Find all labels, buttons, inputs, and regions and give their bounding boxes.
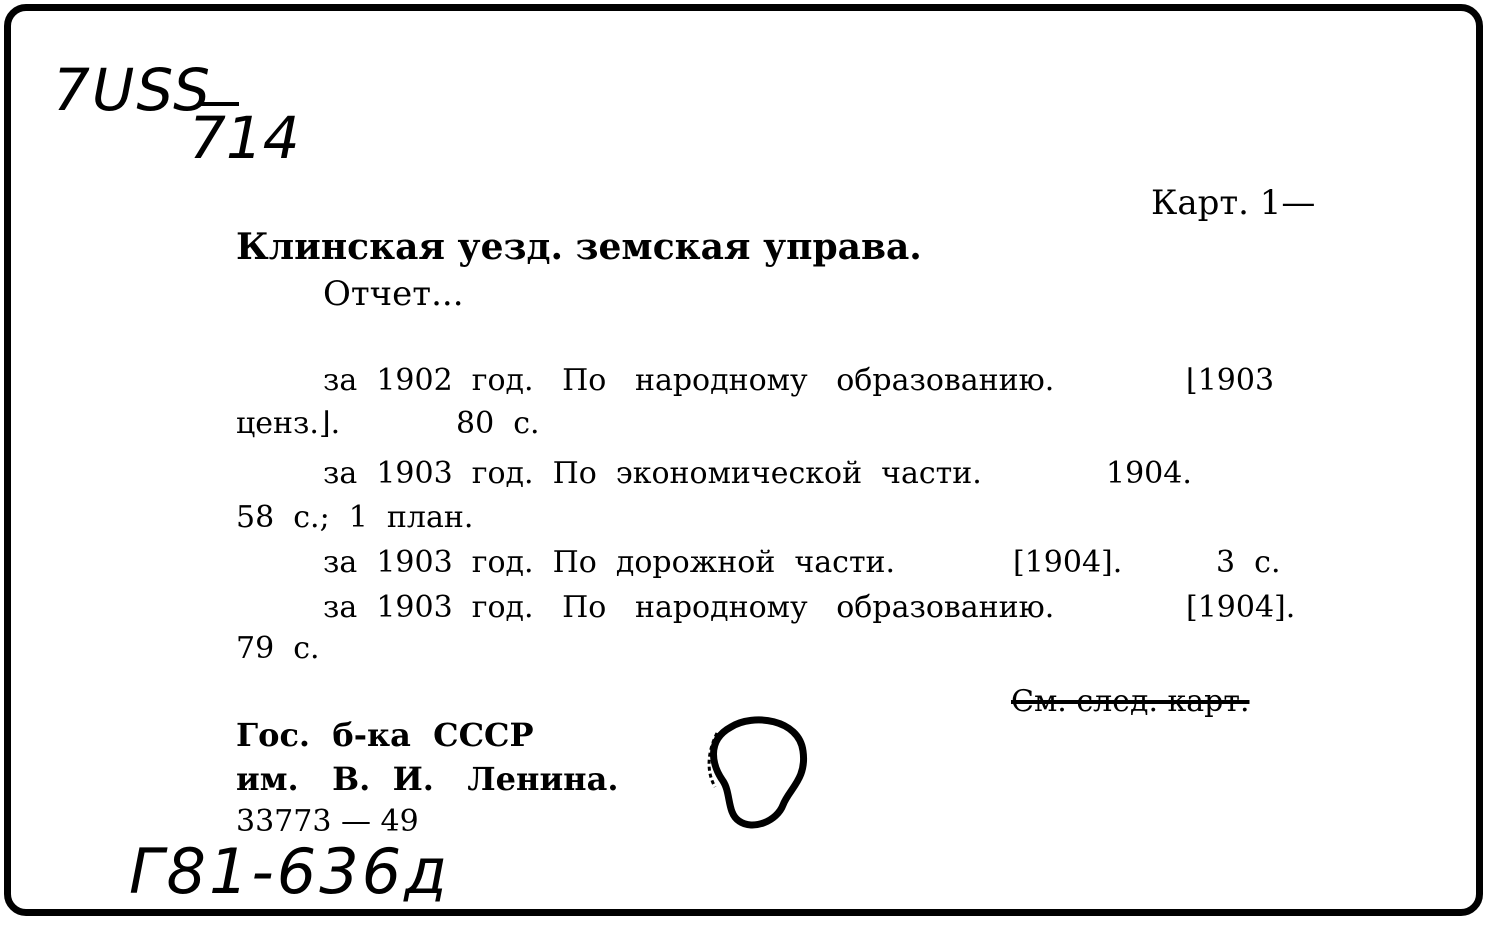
- handwritten-call-number-sub: 714: [189, 104, 300, 172]
- entry-3-year: [1904].: [1013, 545, 1123, 580]
- entry-1-pages: 80 с.: [456, 406, 540, 441]
- entry-3-line1: за 1903 год. По дорожной части.: [323, 545, 896, 580]
- library-stamp-line1: Гос. б-ка СССР: [236, 716, 534, 754]
- entry-3-pages: 3 с.: [1216, 545, 1281, 580]
- author-heading: Клинская уезд. земская управа.: [236, 226, 922, 268]
- punch-hole-outline: [691, 709, 816, 834]
- entry-1-line2: ценз.⌋.: [236, 406, 341, 441]
- library-stamp-line3: 33773 — 49: [236, 804, 419, 839]
- continuation-note: См. след. карт.: [1011, 684, 1250, 719]
- entry-4-year: [1904].: [1186, 590, 1296, 625]
- card-marker: Карт. 1—: [1151, 183, 1316, 223]
- entry-2-line1: за 1903 год. По экономической части.: [323, 456, 982, 491]
- entry-1-line1: за 1902 год. По народному образованию.: [323, 363, 1055, 398]
- entry-1-year: ⌊1903: [1186, 363, 1275, 398]
- entry-4-line2: 79 с.: [236, 631, 320, 666]
- library-stamp-line2: им. В. И. Ленина.: [236, 760, 619, 798]
- handwritten-call-number: 7USS: [53, 56, 212, 124]
- entry-2-line2: 58 с.; 1 план.: [236, 500, 474, 535]
- handwritten-call-number-bottom: Г81-636д: [129, 835, 451, 908]
- title-heading: Отчет...: [323, 274, 464, 314]
- catalog-card: [4, 4, 1483, 916]
- entry-2-year: 1904.: [1106, 456, 1192, 491]
- entry-4-line1: за 1903 год. По народному образованию.: [323, 590, 1055, 625]
